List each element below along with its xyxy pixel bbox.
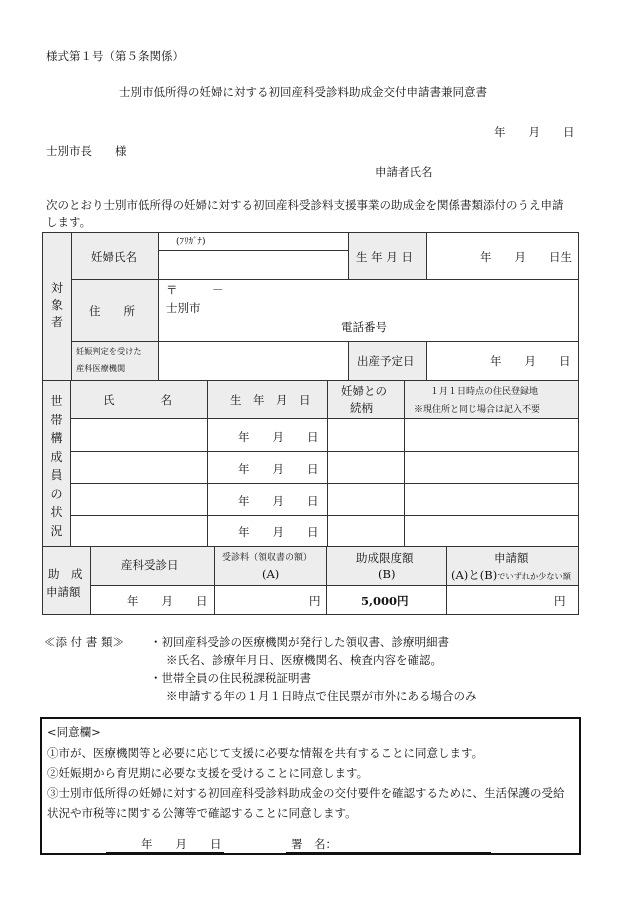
household-header-bottom	[70, 418, 579, 419]
birth-label-right	[426, 232, 427, 279]
table-right-border	[578, 232, 579, 615]
due-date-label: 出産予定日	[357, 354, 415, 368]
row-divider-name	[71, 279, 579, 280]
household-col-relation-2: 続柄	[350, 401, 373, 415]
household-col-birth: 生 年 月 日	[230, 393, 311, 407]
clinic-label-line1: 妊娠判定を受けた	[76, 346, 142, 356]
due-date-value[interactable]: 年 月 日	[490, 354, 571, 368]
household-col-residence-1: １月１日時点の住民登録地	[430, 387, 539, 397]
due-label-right	[426, 341, 427, 380]
subsidy-col-apply-2b: でいずれか少ない額	[497, 571, 571, 581]
table-bottom-border	[42, 614, 579, 615]
addressee: 士別市長 様	[46, 144, 127, 158]
subsidy-col-limit-2: (B)	[378, 567, 396, 581]
household-side-char-3: 構	[50, 431, 63, 445]
household-side-label	[43, 392, 70, 540]
furigana-label: (ﾌﾘｶﾞﾅ)	[176, 237, 206, 247]
birth-date-label: 生 年 月 日	[356, 250, 413, 264]
attachments-label: ≪添 付 書 類≫	[44, 635, 124, 649]
household-row-2-birth[interactable]: 年 月 日	[238, 462, 319, 476]
target-side-label	[43, 280, 71, 331]
consent-date-field[interactable]: 年 月 日	[141, 837, 222, 851]
subsidy-col-divider-3	[446, 546, 447, 614]
subsidy-limit-value: 5,000円	[361, 594, 409, 608]
subsidy-apply-unit[interactable]: 円	[554, 594, 566, 608]
subsidy-col-visit-date: 産科受診日	[121, 558, 179, 572]
subsidy-col-divider-2	[326, 546, 327, 614]
household-row-3-birth[interactable]: 年 月 日	[238, 494, 319, 508]
pregnant-name-label: 妊婦氏名	[91, 250, 137, 264]
household-col-name: 氏 名	[103, 393, 172, 407]
household-side-char-1: 世	[50, 394, 63, 408]
subsidy-col-limit-1: 助成限度額	[356, 551, 414, 565]
subsidy-fee-unit[interactable]: 円	[309, 594, 321, 608]
address-label: 住 所	[89, 304, 135, 318]
consent-item-1: ①市が、医療機関等と必要に応じて支援に必要な情報を共有することに同意します。	[47, 746, 484, 760]
target-side-char-1: 対	[50, 281, 63, 295]
attachment-item-1-note: ※氏名、診療年月日、医療機関名、検査内容を確認。	[166, 653, 442, 667]
row-divider-address	[71, 341, 579, 342]
household-side-char-6: の	[50, 486, 63, 501]
household-row-1-birth[interactable]: 年 月 日	[238, 430, 319, 444]
household-side-char-2: 帯	[50, 412, 63, 427]
target-label-divider	[158, 232, 159, 380]
household-row-divider-2	[70, 483, 579, 484]
attachment-item-1: ・初回産科受診の医療機関が発行した領収書、診療明細書	[150, 635, 449, 649]
clinic-label-line2: 産科医療機関	[76, 363, 126, 373]
consent-signature-label: 署 名：	[291, 837, 337, 851]
form-number: 様式第１号（第５条関係）	[46, 49, 184, 63]
intro-text-line1: 次のとおり士別市低所得の妊婦に対する初回産科受診料支援事業の助成金を関係書類添付のうえ申請	[46, 198, 564, 212]
subsidy-col-apply-2a: (A)と(B)	[451, 568, 498, 582]
address-city: 士別市	[166, 301, 201, 315]
form-title: 士別市低所得の妊婦に対する初回産科受診料助成金交付申請書兼同意書	[119, 85, 487, 99]
consent-heading: <同意欄>	[47, 725, 101, 739]
household-side-char-4: 成	[50, 449, 63, 464]
attachment-item-2-note: ※申請する年の１月１日時点で住民票が市外にある場合のみ	[166, 689, 477, 703]
subsidy-col-apply-2	[451, 567, 571, 583]
household-row-divider-3	[70, 515, 579, 516]
section-divider-household	[42, 546, 579, 547]
household-col-divider-3	[404, 380, 405, 546]
applicant-name-label: 申請者氏名	[375, 165, 433, 179]
subsidy-side-label-2: 申請額	[46, 585, 81, 599]
household-side-char-8: 況	[50, 523, 63, 538]
target-side-char-3: 者	[50, 315, 63, 329]
subsidy-col-fee-1: 受診料（領収書の額）	[222, 553, 313, 563]
target-side-char-2: 象	[50, 298, 63, 312]
household-row-divider-1	[70, 451, 579, 452]
subsidy-col-divider-1	[214, 546, 215, 614]
due-label-left	[348, 341, 349, 380]
target-side-divider	[71, 232, 72, 380]
birth-date-value[interactable]: 年 月 日生	[480, 250, 572, 264]
intro-text-line2: します。	[46, 215, 92, 229]
subsidy-side-label-1: 助 成	[48, 567, 83, 581]
subsidy-visit-date-value[interactable]: 年 月 日	[127, 594, 208, 608]
phone-label: 電話番号	[341, 320, 387, 334]
consent-date-underline	[106, 852, 224, 853]
household-side-char-7: 状	[50, 505, 63, 519]
household-col-residence-2: ※現住所と同じ場合は記入不要	[414, 405, 541, 415]
section-divider-target	[42, 380, 579, 381]
household-col-divider-2	[327, 380, 328, 546]
postal-code-field[interactable]: 〒 －	[166, 283, 224, 297]
birth-label-left	[348, 232, 349, 279]
furigana-divider	[158, 250, 348, 251]
household-row-4-birth[interactable]: 年 月 日	[238, 525, 319, 539]
subsidy-col-fee-2: (A)	[262, 567, 280, 581]
household-col-relation-1: 妊婦との	[341, 384, 387, 398]
application-date[interactable]: 年 月 日	[494, 125, 575, 139]
household-col-divider-1	[207, 380, 208, 546]
consent-signature-line[interactable]	[286, 852, 491, 853]
household-side-divider	[70, 380, 71, 546]
consent-item-3-line1: ③士別市低所得の妊婦に対する初回産科受診料助成金の交付要件を確認するために、生活保護の受給	[47, 786, 565, 800]
subsidy-col-apply-1: 申請額	[494, 551, 529, 565]
consent-item-3-line2: 状況や市税等に関する公簿等で確認することに同意します。	[47, 806, 357, 820]
table-top-border	[42, 232, 579, 233]
subsidy-header-bottom	[90, 585, 579, 586]
consent-item-2: ②妊娠期から育児期に必要な支援を受けることに同意します。	[47, 766, 369, 780]
attachment-item-2: ・世帯全員の住民税課税証明書	[150, 671, 311, 685]
household-side-char-5: 員	[50, 468, 63, 482]
subsidy-side-divider	[90, 546, 91, 614]
